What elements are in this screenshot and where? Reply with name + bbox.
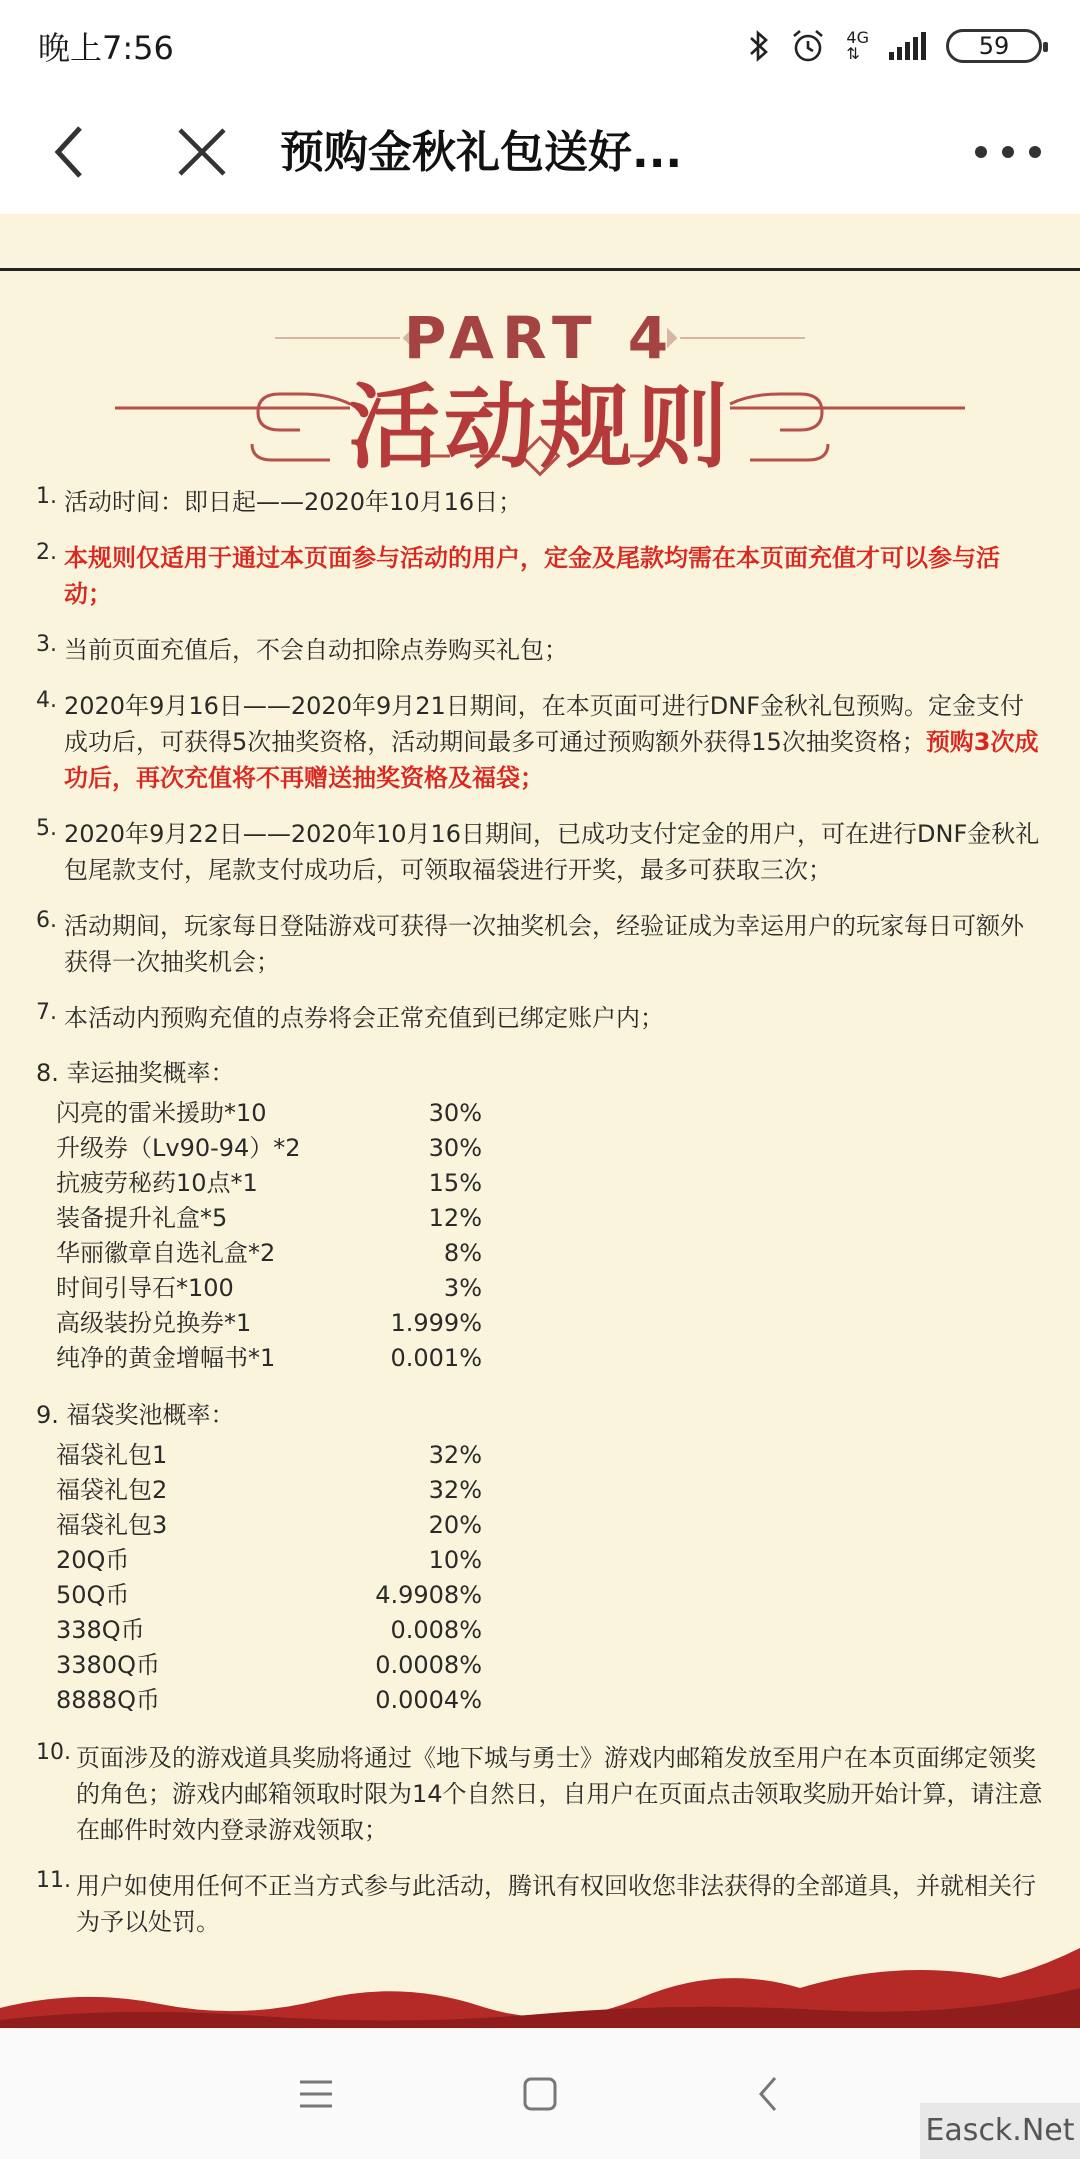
prob-row bbox=[56, 1578, 1046, 1613]
rule-number: 5. bbox=[36, 816, 57, 841]
rule-text: 活动期间，玩家每日登陆游戏可获得一次抽奖机会，经验证成为幸运用户的玩家每日可额外获得一次抽奖机会； bbox=[64, 912, 1024, 976]
rule-number: 3. bbox=[36, 632, 57, 657]
battery-level: 59 bbox=[978, 32, 1010, 60]
rule-text: 本活动内预购充值的点券将会正常充值到已绑定账户内； bbox=[64, 1004, 664, 1032]
web-content[interactable] bbox=[0, 214, 1080, 2028]
prob-row bbox=[56, 1648, 1046, 1683]
prob-value: 4.9908% bbox=[375, 1581, 482, 1609]
home-square-icon bbox=[522, 2076, 558, 2112]
rule-item bbox=[36, 816, 1046, 888]
prob-row bbox=[56, 1201, 1046, 1236]
menu-icon bbox=[296, 2077, 336, 2111]
part-label: PART 4 bbox=[403, 304, 677, 372]
prob-value: 15% bbox=[428, 1169, 482, 1197]
prob-name: 闪亮的雷米援助*10 bbox=[56, 1099, 267, 1127]
prob-name: 福袋礼包1 bbox=[56, 1441, 168, 1469]
rule-text-highlight: 预购3次成功后，再次充值将不再赠送抽奖资格及福袋； bbox=[64, 728, 1039, 792]
rule-item bbox=[36, 1000, 1046, 1036]
prob-name: 装备提升礼盒*5 bbox=[56, 1204, 228, 1232]
prob-name: 抗疲劳秘药10点*1 bbox=[56, 1169, 258, 1197]
nav-bar bbox=[0, 92, 1080, 214]
rule-number: 4. bbox=[36, 688, 57, 713]
rule-number: 1. bbox=[36, 484, 57, 509]
rule-item bbox=[36, 540, 1046, 612]
rule-item bbox=[36, 1868, 1046, 1940]
lottery-prob-list bbox=[56, 1096, 1046, 1376]
prob-value: 0.001% bbox=[390, 1344, 482, 1372]
prob-row bbox=[56, 1508, 1046, 1543]
rule-text: 用户如使用任何不正当方式参与此活动，腾讯有权回收您非法获得的全部道具，并就相关行为予以处罚。 bbox=[76, 1872, 1036, 1936]
rule-text-normal: 2020年9月16日——2020年9月21日期间，在本页面可进行DNF金秋礼包预购。定金支付成功后，可获得5次抽奖资格，活动期间最多可通过预购额外获得15次抽奖资格； bbox=[64, 692, 1025, 756]
rule-item bbox=[36, 688, 1046, 796]
rule-text-highlight: 本规则仅适用于通过本页面参与活动的用户，定金及尾款均需在本页面充值才可以参与活动； bbox=[64, 544, 1000, 608]
prob-name: 纯净的黄金增幅书*1 bbox=[56, 1344, 276, 1372]
prob-name: 升级券（Lv90-94）*2 bbox=[56, 1134, 301, 1162]
rule-text: 页面涉及的游戏道具奖励将通过《地下城与勇士》游戏内邮箱发放至用户在本页面绑定领奖的角色；游戏内邮箱领取时限为14个自然日，自用户在页面点击领取奖励开始计算，请注意在邮件时效内登录游戏领取； bbox=[76, 1744, 1043, 1844]
status-bar bbox=[0, 0, 1080, 92]
prob-value: 20% bbox=[428, 1511, 482, 1539]
data-arrows-icon: ⇅ bbox=[846, 44, 860, 63]
back-button[interactable] bbox=[28, 112, 108, 192]
rule-number: 2. bbox=[36, 540, 57, 565]
rule-number: 6. bbox=[36, 908, 57, 933]
lottery-prob-title: 8. 幸运抽奖概率： bbox=[36, 1059, 235, 1087]
page-title: 预购金秋礼包送好... bbox=[280, 127, 683, 178]
home-button[interactable] bbox=[510, 2064, 570, 2124]
prob-value: 32% bbox=[428, 1441, 482, 1469]
bag-prob-title: 9. 福袋奖池概率： bbox=[36, 1401, 235, 1429]
prob-name: 3380Q币 bbox=[56, 1651, 160, 1679]
signal-icon bbox=[889, 32, 926, 60]
prob-name: 20Q币 bbox=[56, 1546, 130, 1574]
prob-value: 0.0008% bbox=[375, 1651, 482, 1679]
prob-row bbox=[56, 1473, 1046, 1508]
network-type: 4G bbox=[846, 28, 869, 47]
more-button[interactable] bbox=[968, 112, 1048, 192]
prob-name: 福袋礼包3 bbox=[56, 1511, 168, 1539]
menu-button[interactable] bbox=[286, 2064, 346, 2124]
prob-row bbox=[56, 1543, 1046, 1578]
rule-text bbox=[64, 688, 1046, 796]
status-time: 晚上7:56 bbox=[38, 29, 174, 67]
prob-row bbox=[56, 1306, 1046, 1341]
prob-name: 时间引导石*100 bbox=[56, 1274, 234, 1302]
prob-name: 338Q币 bbox=[56, 1616, 145, 1644]
bluetooth-icon bbox=[748, 29, 770, 63]
prob-row bbox=[56, 1096, 1046, 1131]
prob-row bbox=[56, 1438, 1046, 1473]
status-icons bbox=[748, 28, 1042, 64]
prob-value: 3% bbox=[443, 1274, 482, 1302]
rule-text: 2020年9月22日——2020年10月16日期间，已成功支付定金的用户，可在进行DNF金秋礼包尾款支付，尾款支付成功后，可领取福袋进行开奖，最多可获取三次； bbox=[64, 820, 1040, 884]
prob-row bbox=[56, 1166, 1046, 1201]
prob-name: 华丽徽章自选礼盒*2 bbox=[56, 1239, 276, 1267]
more-dots-icon bbox=[973, 142, 1043, 162]
rules-list bbox=[36, 484, 1046, 1960]
rule-number: 11. bbox=[36, 1868, 71, 1893]
network-indicator bbox=[846, 30, 869, 62]
watermark: Easck.Net bbox=[920, 2103, 1080, 2159]
rule-number: 10. bbox=[36, 1740, 71, 1765]
battery-indicator bbox=[946, 29, 1042, 63]
prob-row bbox=[56, 1341, 1046, 1376]
bottom-wave-decoration bbox=[0, 1948, 1080, 2028]
prob-value: 1.999% bbox=[390, 1309, 482, 1337]
rule-text: 活动时间：即日起——2020年10月16日； bbox=[64, 488, 523, 516]
chevron-left-icon bbox=[755, 2074, 781, 2114]
prob-value: 0.008% bbox=[390, 1616, 482, 1644]
prob-name: 福袋礼包2 bbox=[56, 1476, 168, 1504]
prob-value: 10% bbox=[428, 1546, 482, 1574]
prob-value: 0.0004% bbox=[375, 1686, 482, 1714]
prob-row bbox=[56, 1131, 1046, 1166]
prob-row bbox=[56, 1271, 1046, 1306]
chevron-left-icon bbox=[48, 122, 88, 182]
close-icon bbox=[174, 124, 230, 180]
prob-name: 8888Q币 bbox=[56, 1686, 160, 1714]
prob-value: 30% bbox=[428, 1099, 482, 1127]
close-button[interactable] bbox=[162, 112, 242, 192]
bag-prob-list bbox=[56, 1438, 1046, 1718]
prob-row bbox=[56, 1683, 1046, 1718]
rule-item bbox=[36, 1740, 1046, 1848]
prob-value: 30% bbox=[428, 1134, 482, 1162]
section-title: 活动规则 bbox=[347, 374, 732, 481]
prob-value: 32% bbox=[428, 1476, 482, 1504]
prob-name: 高级装扮兑换券*1 bbox=[56, 1309, 252, 1337]
rule-item bbox=[36, 484, 1046, 520]
alarm-icon bbox=[790, 28, 826, 64]
system-nav-bar bbox=[0, 2028, 1080, 2159]
divider bbox=[0, 268, 1080, 271]
rule-number: 7. bbox=[36, 1000, 57, 1025]
prob-row bbox=[56, 1236, 1046, 1271]
prob-name: 50Q币 bbox=[56, 1581, 130, 1609]
rule-item bbox=[36, 908, 1046, 980]
prob-row bbox=[56, 1613, 1046, 1648]
system-back-button[interactable] bbox=[738, 2064, 798, 2124]
rule-item bbox=[36, 632, 1046, 668]
rule-text: 当前页面充值后，不会自动扣除点券购买礼包； bbox=[64, 636, 568, 664]
prob-value: 12% bbox=[428, 1204, 482, 1232]
prob-value: 8% bbox=[443, 1239, 482, 1267]
